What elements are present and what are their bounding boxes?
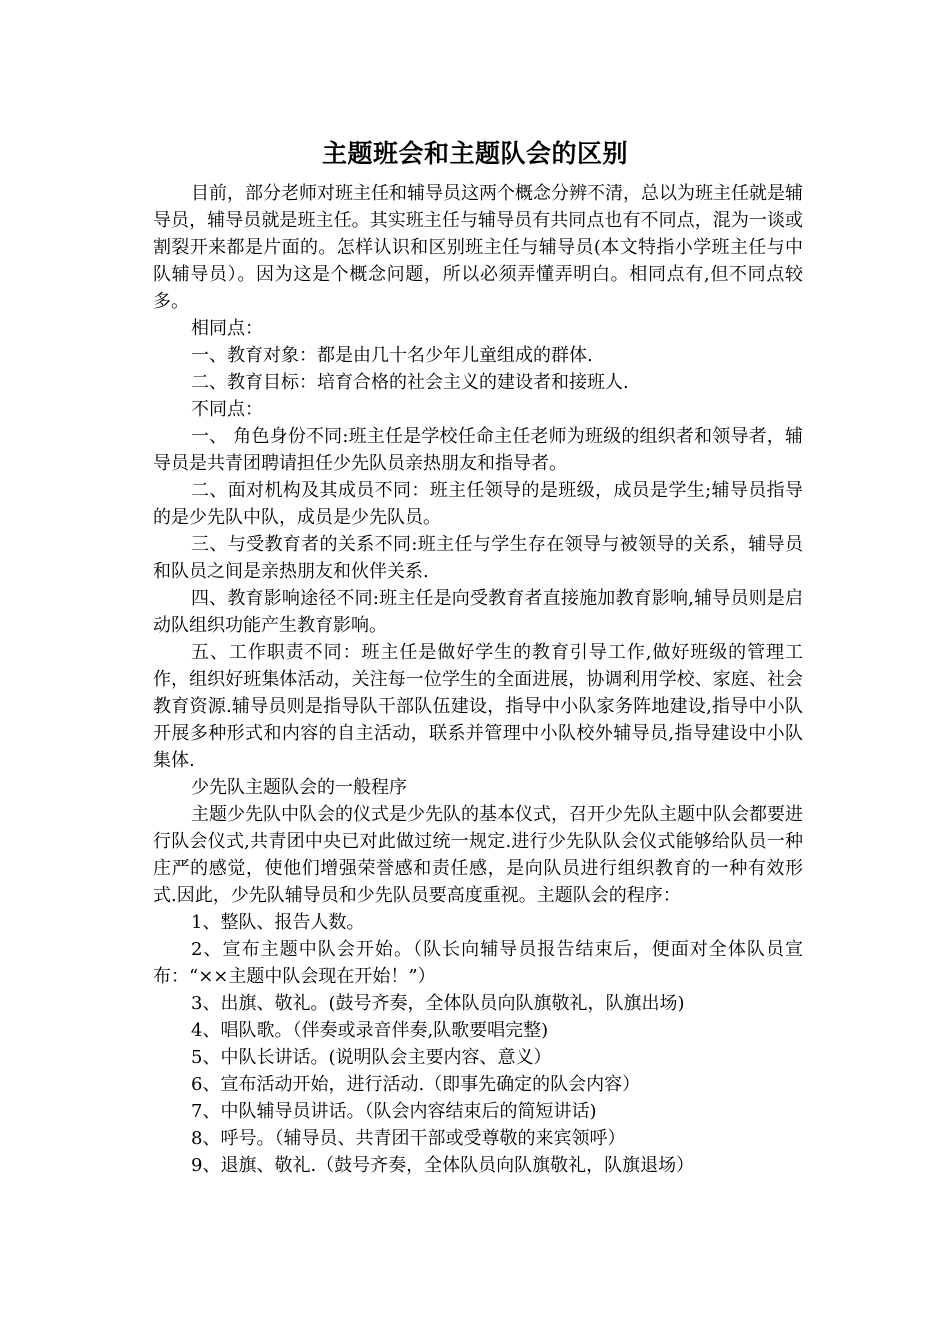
difference-item: 二、面对机构及其成员不同：班主任领导的是班级，成员是学生;辅导员指导的是少先队中队，成员是少先队员。 (153, 480, 803, 528)
difference-item: 一、 角色身份不同:班主任是学校任命主任老师为班级的组织者和领导者，辅导员是共青团聘请担任少先队员亲热朋友和指导者。 (153, 426, 803, 474)
procedure-intro-paragraph: 主题少先队中队会的仪式是少先队的基本仪式，召开少先队主题中队会都要进行队会仪式,共青团中央已对此做过统一规定.进行少先队队会仪式能够给队员一种庄严的感觉，使他们增强荣誉感和责任感，是向队员进行组织教育的一种有效形式.因此，少先队辅导员和少先队员要高度重视。主题队会的程序： (153, 804, 803, 906)
similarity-item: 一、教育对象：都是由几十名少年儿童组成的群体. (191, 345, 593, 366)
difference-item: 三、与受教育者的关系不同:班主任与学生存在领导与被领导的关系，辅导员和队员之间是亲热朋友和伙伴关系. (153, 534, 803, 582)
procedure-step: 2、宣布主题中队会开始。（队长向辅导员报告结束后，便面对全体队员宣布：“××主题中队会现在开始！”） (153, 939, 803, 987)
document-title: 主题班会和主题队会的区别 (321, 139, 628, 168)
difference-item: 四、教育影响途径不同:班主任是向受教育者直接施加教育影响,辅导员则是启动队组织功能产生教育影响。 (153, 588, 803, 636)
intro-paragraph: 目前，部分老师对班主任和辅导员这两个概念分辨不清，总以为班主任就是辅导员，辅导员就是班主任。其实班主任与辅导员有共同点也有不同点，混为一谈或割裂开来都是片面的。怎样认识和区别班主任与辅导员(本文特指小学班主任与中队辅导员）。因为这是个概念问题，所以必须弄懂弄明白。相同点有,但不同点较多。 (153, 183, 803, 312)
procedure-step: 7、中队辅导员讲话。（队会内容结束后的简短讲话) (191, 1101, 597, 1122)
similarity-item: 二、教育目标：培育合格的社会主义的建设者和接班人. (191, 372, 629, 393)
procedure-step: 1、整队、报告人数。 (191, 912, 365, 933)
difference-item: 五、工作职责不同：班主任是做好学生的教育引导工作,做好班级的管理工作，组织好班集体活动，关注每一位学生的全面进展，协调利用学校、家庭、社会教育资源.辅导员则是指导队干部队伍建设，指导中小队家务阵地建设,指导中小队开展多种形式和内容的自主活动，联系并管理中小队校外辅导员,指导建设中小队集体. (153, 642, 803, 771)
similarities-heading: 相同点： (191, 318, 263, 339)
procedure-step: 4、唱队歌。（伴奏或录音伴奏,队歌要唱完整) (191, 1020, 549, 1041)
procedure-heading: 少先队主题队会的一般程序 (191, 777, 407, 798)
procedure-step: 8、呼号。（辅导员、共青团干部或受尊敬的来宾领呼） (191, 1128, 626, 1149)
procedure-step: 9、退旗、敬礼.（鼓号齐奏，全体队员向队旗敬礼，队旗退场） (191, 1155, 695, 1176)
procedure-step: 3、出旗、敬礼。(鼓号齐奏，全体队员向队旗敬礼，队旗出场) (191, 993, 685, 1014)
document-body (153, 180, 803, 1179)
differences-heading: 不同点： (191, 399, 263, 420)
procedure-step: 6、宣布活动开始，进行活动.（即事先确定的队会内容） (191, 1074, 641, 1095)
procedure-step: 5、中队长讲话。(说明队会主要内容、意义） (191, 1047, 552, 1068)
